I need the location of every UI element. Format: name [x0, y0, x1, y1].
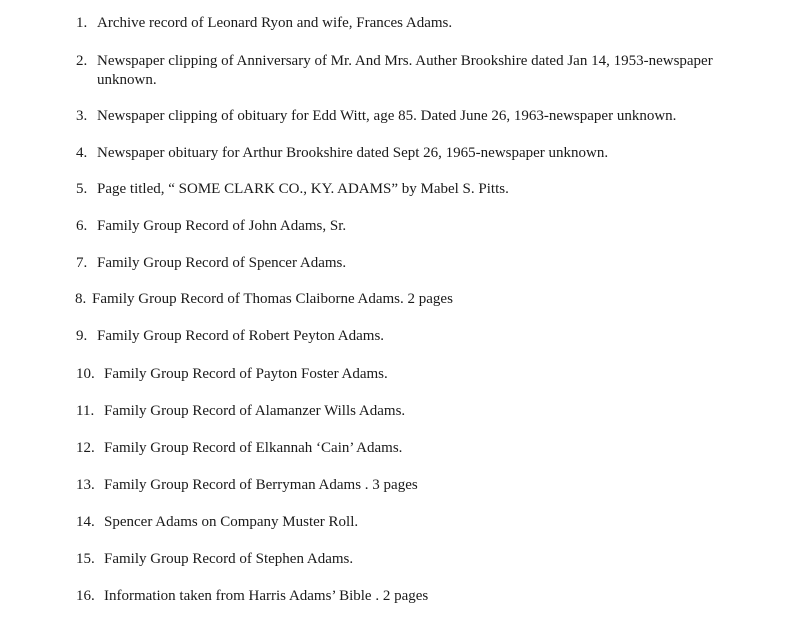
list-item-8: [75, 290, 453, 309]
item-text: Family Group Record of Payton Foster Adams.: [104, 366, 388, 382]
list-item-7: [76, 254, 346, 273]
item-text: Page titled, “ SOME CLARK CO., KY. ADAMS” by Mabel S. Pitts.: [97, 181, 509, 197]
item-text: Newspaper obituary for Arthur Brookshire dated Sept 26, 1965-newspaper unknown.: [97, 145, 609, 161]
item-number: 11.: [76, 403, 95, 419]
list-item-15: [76, 550, 353, 569]
list-item-4: [76, 144, 608, 163]
list-item-2: [76, 52, 713, 90]
item-text: Information taken from Harris Adams’ Bible . 2 pages: [104, 588, 429, 604]
item-text: Family Group Record of John Adams, Sr.: [97, 218, 347, 234]
item-number: 8.: [75, 291, 87, 307]
item-text: Archive record of Leonard Ryon and wife, Frances Adams.: [97, 15, 453, 31]
list-item-1: [76, 14, 452, 33]
item-text: Family Group Record of Spencer Adams.: [97, 255, 347, 271]
item-text-continuation: unknown.: [97, 72, 157, 88]
list-item-16: [76, 587, 428, 606]
item-number: 1.: [76, 15, 88, 31]
item-text: Family Group Record of Alamanzer Wills Adams.: [104, 403, 406, 419]
item-number: 10.: [76, 366, 95, 382]
item-text: Newspaper clipping of Anniversary of Mr. And Mrs. Auther Brookshire dated Jan 14, 1953-newspaper: [97, 53, 713, 69]
item-number: 3.: [76, 108, 88, 124]
item-number: 6.: [76, 218, 88, 234]
list-item-3: [76, 107, 676, 126]
list-item-10: [76, 365, 388, 384]
item-number: 13.: [76, 477, 95, 493]
item-number: 12.: [76, 440, 95, 456]
list-item-12: [76, 439, 402, 458]
list-item-6: [76, 217, 346, 236]
item-text: Family Group Record of Thomas Claiborne Adams. 2 pages: [92, 291, 453, 307]
item-text: Family Group Record of Robert Peyton Adams.: [97, 328, 385, 344]
item-number: 14.: [76, 514, 95, 530]
item-number: 15.: [76, 551, 95, 567]
item-text: Family Group Record of Elkannah ‘Cain’ Adams.: [104, 440, 403, 456]
list-item-11: [76, 402, 405, 421]
item-text: Spencer Adams on Company Muster Roll.: [104, 514, 359, 530]
list-item-13: [76, 476, 418, 495]
item-text: Newspaper clipping of obituary for Edd Witt, age 85. Dated June 26, 1963-newspaper unknown.: [97, 108, 677, 124]
item-number: 4.: [76, 145, 88, 161]
item-number: 2.: [76, 53, 88, 69]
item-number: 5.: [76, 181, 88, 197]
item-number: 7.: [76, 255, 88, 271]
item-text: Family Group Record of Stephen Adams.: [104, 551, 354, 567]
list-item-9: [76, 327, 384, 346]
list-item-14: [76, 513, 358, 532]
item-number: 16.: [76, 588, 95, 604]
list-item-5: [76, 180, 509, 199]
item-number: 9.: [76, 328, 88, 344]
item-text: Family Group Record of Berryman Adams . 3 pages: [104, 477, 418, 493]
